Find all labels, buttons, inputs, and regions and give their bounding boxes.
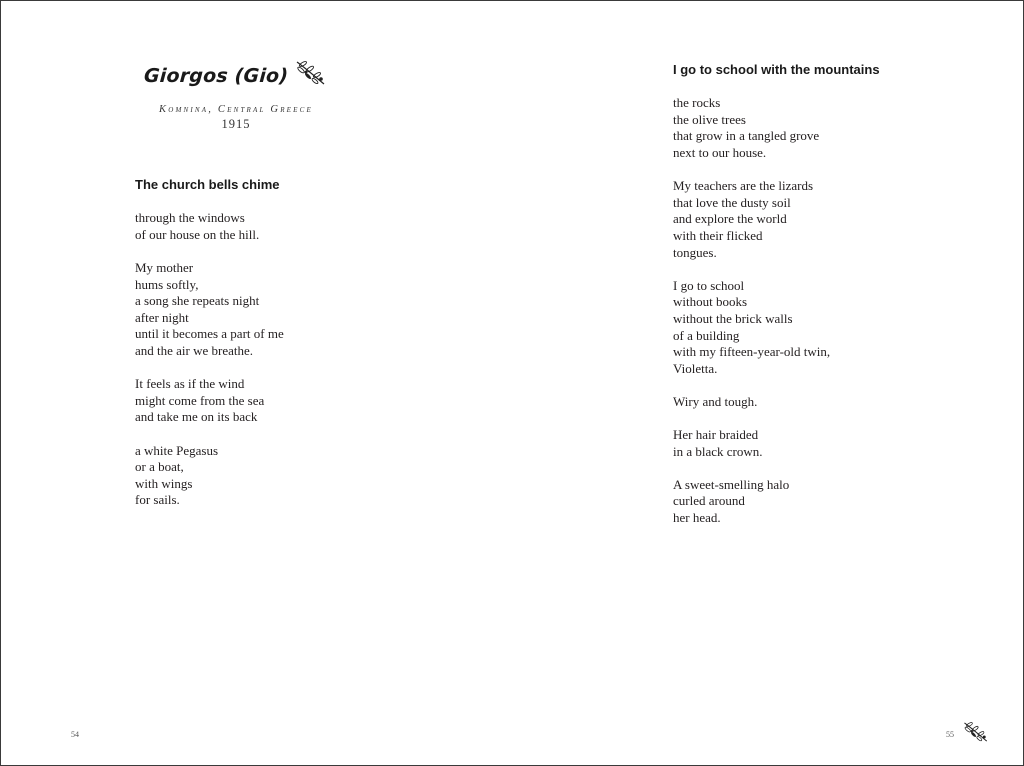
poem-line: Violetta. <box>673 360 718 376</box>
poem-line: My mother <box>135 259 194 275</box>
year-label: 1915 <box>221 117 251 131</box>
poem-line: It feels as if the wind <box>135 376 245 392</box>
poem-line: tongues. <box>673 244 717 260</box>
poem-line: Her hair braided <box>673 427 759 443</box>
poem-line: through the windows <box>135 210 245 226</box>
left-page <box>1 1 512 765</box>
poem-line: that love the dusty soil <box>673 194 791 210</box>
stanza <box>135 260 435 360</box>
poem-right <box>673 62 993 543</box>
poem-line: and explore the world <box>673 211 787 227</box>
poem-left <box>135 177 435 525</box>
poem-line: in a black crown. <box>673 443 763 459</box>
poem-line: of a building <box>673 327 740 343</box>
poem-line: of our house on the hill. <box>135 226 260 242</box>
poem-line: or a boat, <box>135 459 184 475</box>
page-number: 54 <box>71 730 79 739</box>
poem-line: curled around <box>673 493 745 509</box>
poem-title: The church bells chime <box>135 177 280 192</box>
poem-line: with their flicked <box>673 227 763 243</box>
stanza <box>673 278 993 378</box>
stanza <box>673 95 993 161</box>
poem-line: her head. <box>673 510 721 526</box>
poem-line: I go to school <box>673 277 745 293</box>
olive-branch-icon <box>962 719 990 750</box>
poem-line: after night <box>135 309 189 325</box>
poem-line: and take me on its back <box>135 409 258 425</box>
poem-line: that grow in a tangled grove <box>673 128 820 144</box>
right-page <box>512 1 1023 765</box>
poem-line: with wings <box>135 475 193 491</box>
poem-line: until it becomes a part of me <box>135 326 284 342</box>
poem-line: Wiry and tough. <box>673 393 758 409</box>
place-label: Komnina, Central Greece <box>159 104 313 115</box>
poem-line: and the air we breathe. <box>135 342 254 358</box>
character-name: Giorgos (Gio) <box>143 64 289 87</box>
poem-line: without the brick walls <box>673 310 793 326</box>
stanza <box>135 376 435 426</box>
poem-line: A sweet-smelling halo <box>673 476 790 492</box>
poem-line: next to our house. <box>673 144 767 160</box>
stanza <box>135 443 435 509</box>
olive-branch-icon <box>294 59 328 92</box>
poem-line: might come from the sea <box>135 392 265 408</box>
poem-line: a white Pegasus <box>135 442 219 458</box>
poem-line: a song she repeats night <box>135 293 260 309</box>
stanza <box>673 427 993 460</box>
poem-line: the rocks <box>673 95 721 111</box>
poem-line: hums softly, <box>135 276 199 292</box>
poem-title: I go to school with the mountains <box>673 62 880 77</box>
stanza <box>673 477 993 527</box>
page-number: 55 <box>946 730 954 739</box>
stanza <box>673 394 993 411</box>
poem-line: with my fifteen-year-old twin, <box>673 344 831 360</box>
character-header <box>131 59 341 132</box>
poem-line: the olive trees <box>673 111 746 127</box>
stanza <box>673 178 993 261</box>
poem-line: for sails. <box>135 492 180 508</box>
poem-line: without books <box>673 294 748 310</box>
stanza <box>135 210 435 243</box>
poem-line: My teachers are the lizards <box>673 178 814 194</box>
